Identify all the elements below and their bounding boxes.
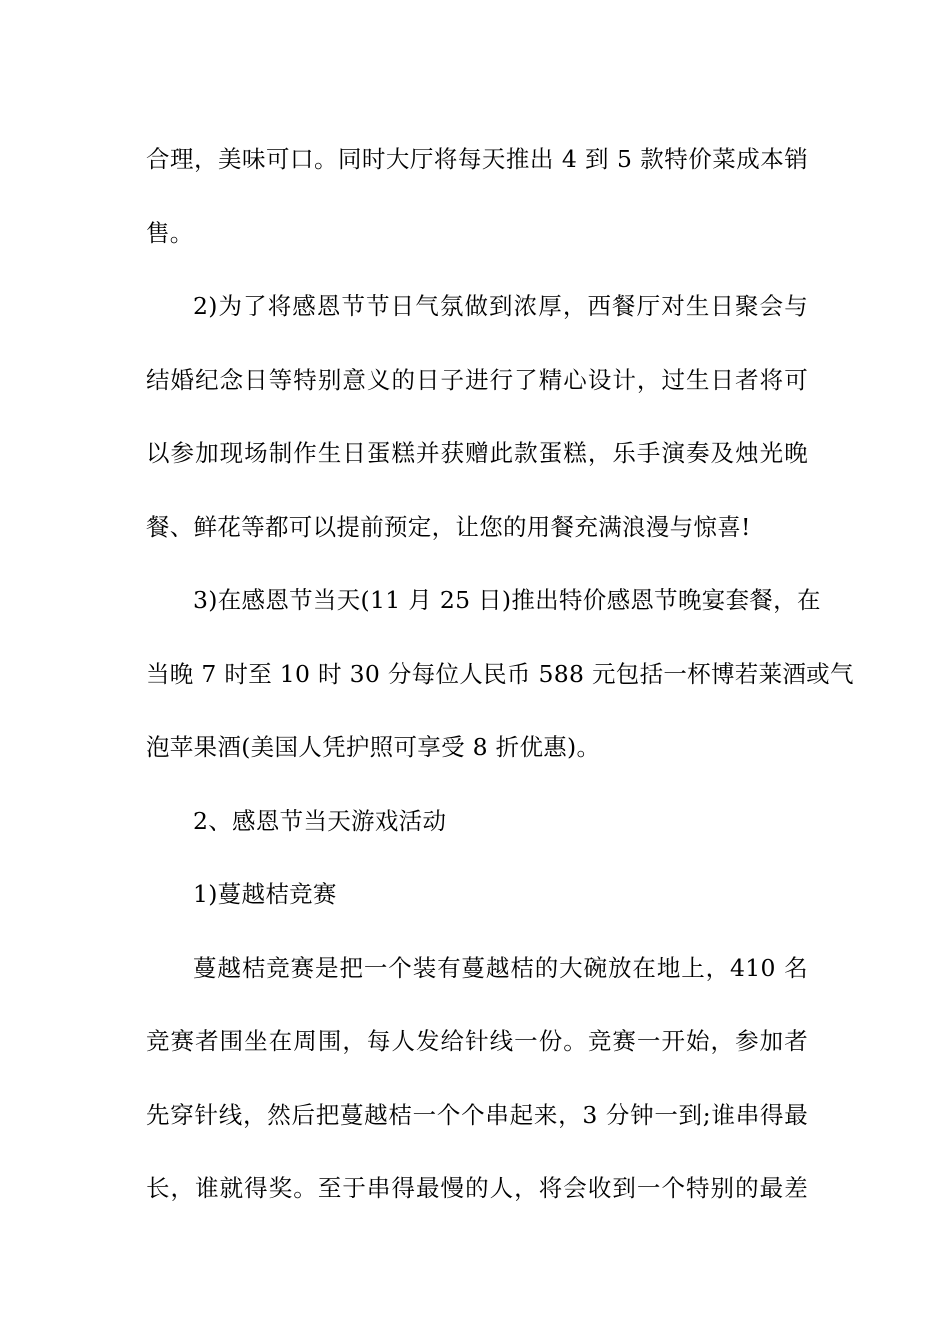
document-body bbox=[146, 130, 854, 1233]
subsection-heading: 1)蔓越桔竞赛 bbox=[193, 880, 337, 908]
text-line-2: 售。 bbox=[146, 218, 194, 247]
text-line-1: 合理，美味可口。同时大厅将每天推出 4 到 5 款特价菜成本销 bbox=[146, 145, 808, 173]
text-line-7: 3)在感恩节当天(11 月 25 日)推出特价感恩节晚宴套餐，在 bbox=[193, 586, 821, 614]
text-line-4: 结婚纪念日等特别意义的日子进行了精心设计，过生日者将可 bbox=[146, 365, 808, 394]
text-line-15: 长，谁就得奖。至于串得最慢的人，将会收到一个特别的最差 bbox=[146, 1174, 808, 1202]
text-line-6: 餐、鲜花等都可以提前预定，让您的用餐充满浪漫与惊喜! bbox=[146, 512, 751, 541]
text-line-3: 2)为了将感恩节节日气氛做到浓厚，西餐厅对生日聚会与 bbox=[193, 292, 808, 320]
text-line-12: 蔓越桔竞赛是把一个装有蔓越桔的大碗放在地上，410 名 bbox=[193, 953, 808, 982]
text-line-5: 以参加现场制作生日蛋糕并获赠此款蛋糕，乐手演奏及烛光晚 bbox=[146, 439, 808, 467]
text-line-9: 泡苹果酒(美国人凭护照可享受 8 折优惠)。 bbox=[146, 733, 601, 761]
text-line-13: 竞赛者围坐在周围，每人发给针线一份。竞赛一开始，参加者 bbox=[146, 1027, 808, 1055]
text-line-14: 先穿针线，然后把蔓越桔一个个串起来，3 分钟一到;谁串得最 bbox=[146, 1100, 808, 1129]
text-line-8: 当晚 7 时至 10 时 30 分每位人民币 588 元包括一杯博若莱酒或气 bbox=[146, 659, 854, 688]
section-heading: 2、感恩节当天游戏活动 bbox=[193, 806, 447, 835]
